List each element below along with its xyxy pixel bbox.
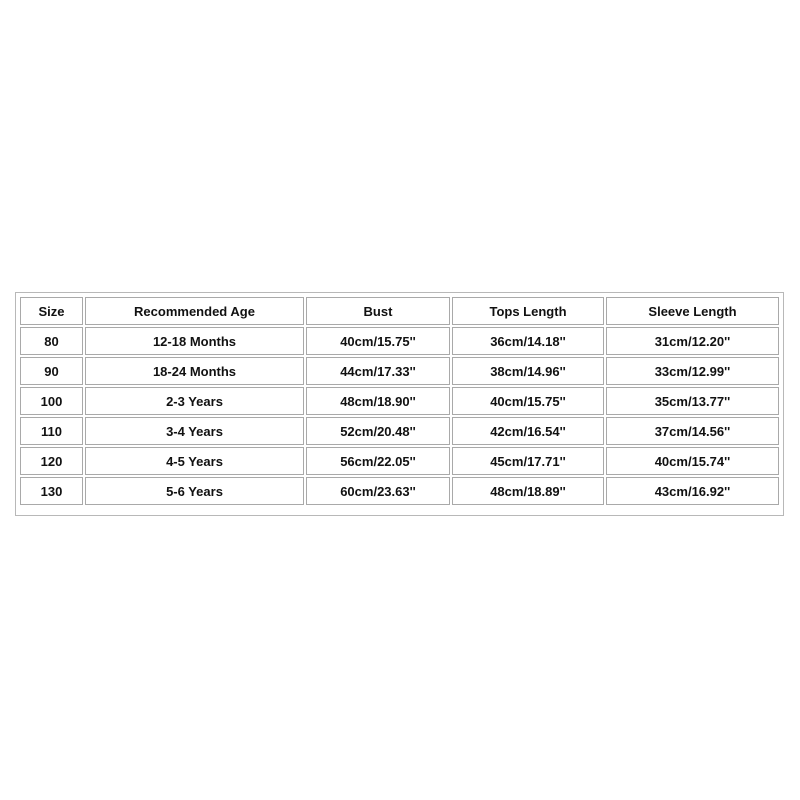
column-header-recommended-age: Recommended Age bbox=[85, 297, 304, 325]
column-header-tops-length: Tops Length bbox=[452, 297, 604, 325]
age-cell: 2-3 Years bbox=[85, 387, 304, 415]
table-row bbox=[20, 447, 779, 475]
size-cell: 90 bbox=[20, 357, 83, 385]
age-cell: 5-6 Years bbox=[85, 477, 304, 505]
size-chart bbox=[15, 292, 784, 516]
bust-cell: 60cm/23.63'' bbox=[306, 477, 450, 505]
column-header-bust: Bust bbox=[306, 297, 450, 325]
sleeve-length-cell: 31cm/12.20'' bbox=[606, 327, 779, 355]
bust-cell: 40cm/15.75'' bbox=[306, 327, 450, 355]
size-cell: 120 bbox=[20, 447, 83, 475]
table-row bbox=[20, 327, 779, 355]
table-row bbox=[20, 477, 779, 505]
age-cell: 3-4 Years bbox=[85, 417, 304, 445]
table-row bbox=[20, 417, 779, 445]
age-cell: 12-18 Months bbox=[85, 327, 304, 355]
tops-length-cell: 40cm/15.75'' bbox=[452, 387, 604, 415]
bust-cell: 52cm/20.48'' bbox=[306, 417, 450, 445]
size-cell: 130 bbox=[20, 477, 83, 505]
sleeve-length-cell: 33cm/12.99'' bbox=[606, 357, 779, 385]
tops-length-cell: 38cm/14.96'' bbox=[452, 357, 604, 385]
tops-length-cell: 45cm/17.71'' bbox=[452, 447, 604, 475]
column-header-size: Size bbox=[20, 297, 83, 325]
size-cell: 100 bbox=[20, 387, 83, 415]
sleeve-length-cell: 43cm/16.92'' bbox=[606, 477, 779, 505]
table-row bbox=[20, 357, 779, 385]
bust-cell: 56cm/22.05'' bbox=[306, 447, 450, 475]
header-row bbox=[20, 297, 779, 325]
table-row bbox=[20, 387, 779, 415]
age-cell: 18-24 Months bbox=[85, 357, 304, 385]
column-header-sleeve-length: Sleeve Length bbox=[606, 297, 779, 325]
tops-length-cell: 48cm/18.89'' bbox=[452, 477, 604, 505]
sleeve-length-cell: 40cm/15.74'' bbox=[606, 447, 779, 475]
size-cell: 80 bbox=[20, 327, 83, 355]
sleeve-length-cell: 35cm/13.77'' bbox=[606, 387, 779, 415]
tops-length-cell: 42cm/16.54'' bbox=[452, 417, 604, 445]
age-cell: 4-5 Years bbox=[85, 447, 304, 475]
sleeve-length-cell: 37cm/14.56'' bbox=[606, 417, 779, 445]
bust-cell: 44cm/17.33'' bbox=[306, 357, 450, 385]
size-cell: 110 bbox=[20, 417, 83, 445]
size-chart-table bbox=[18, 295, 781, 507]
bust-cell: 48cm/18.90'' bbox=[306, 387, 450, 415]
tops-length-cell: 36cm/14.18'' bbox=[452, 327, 604, 355]
